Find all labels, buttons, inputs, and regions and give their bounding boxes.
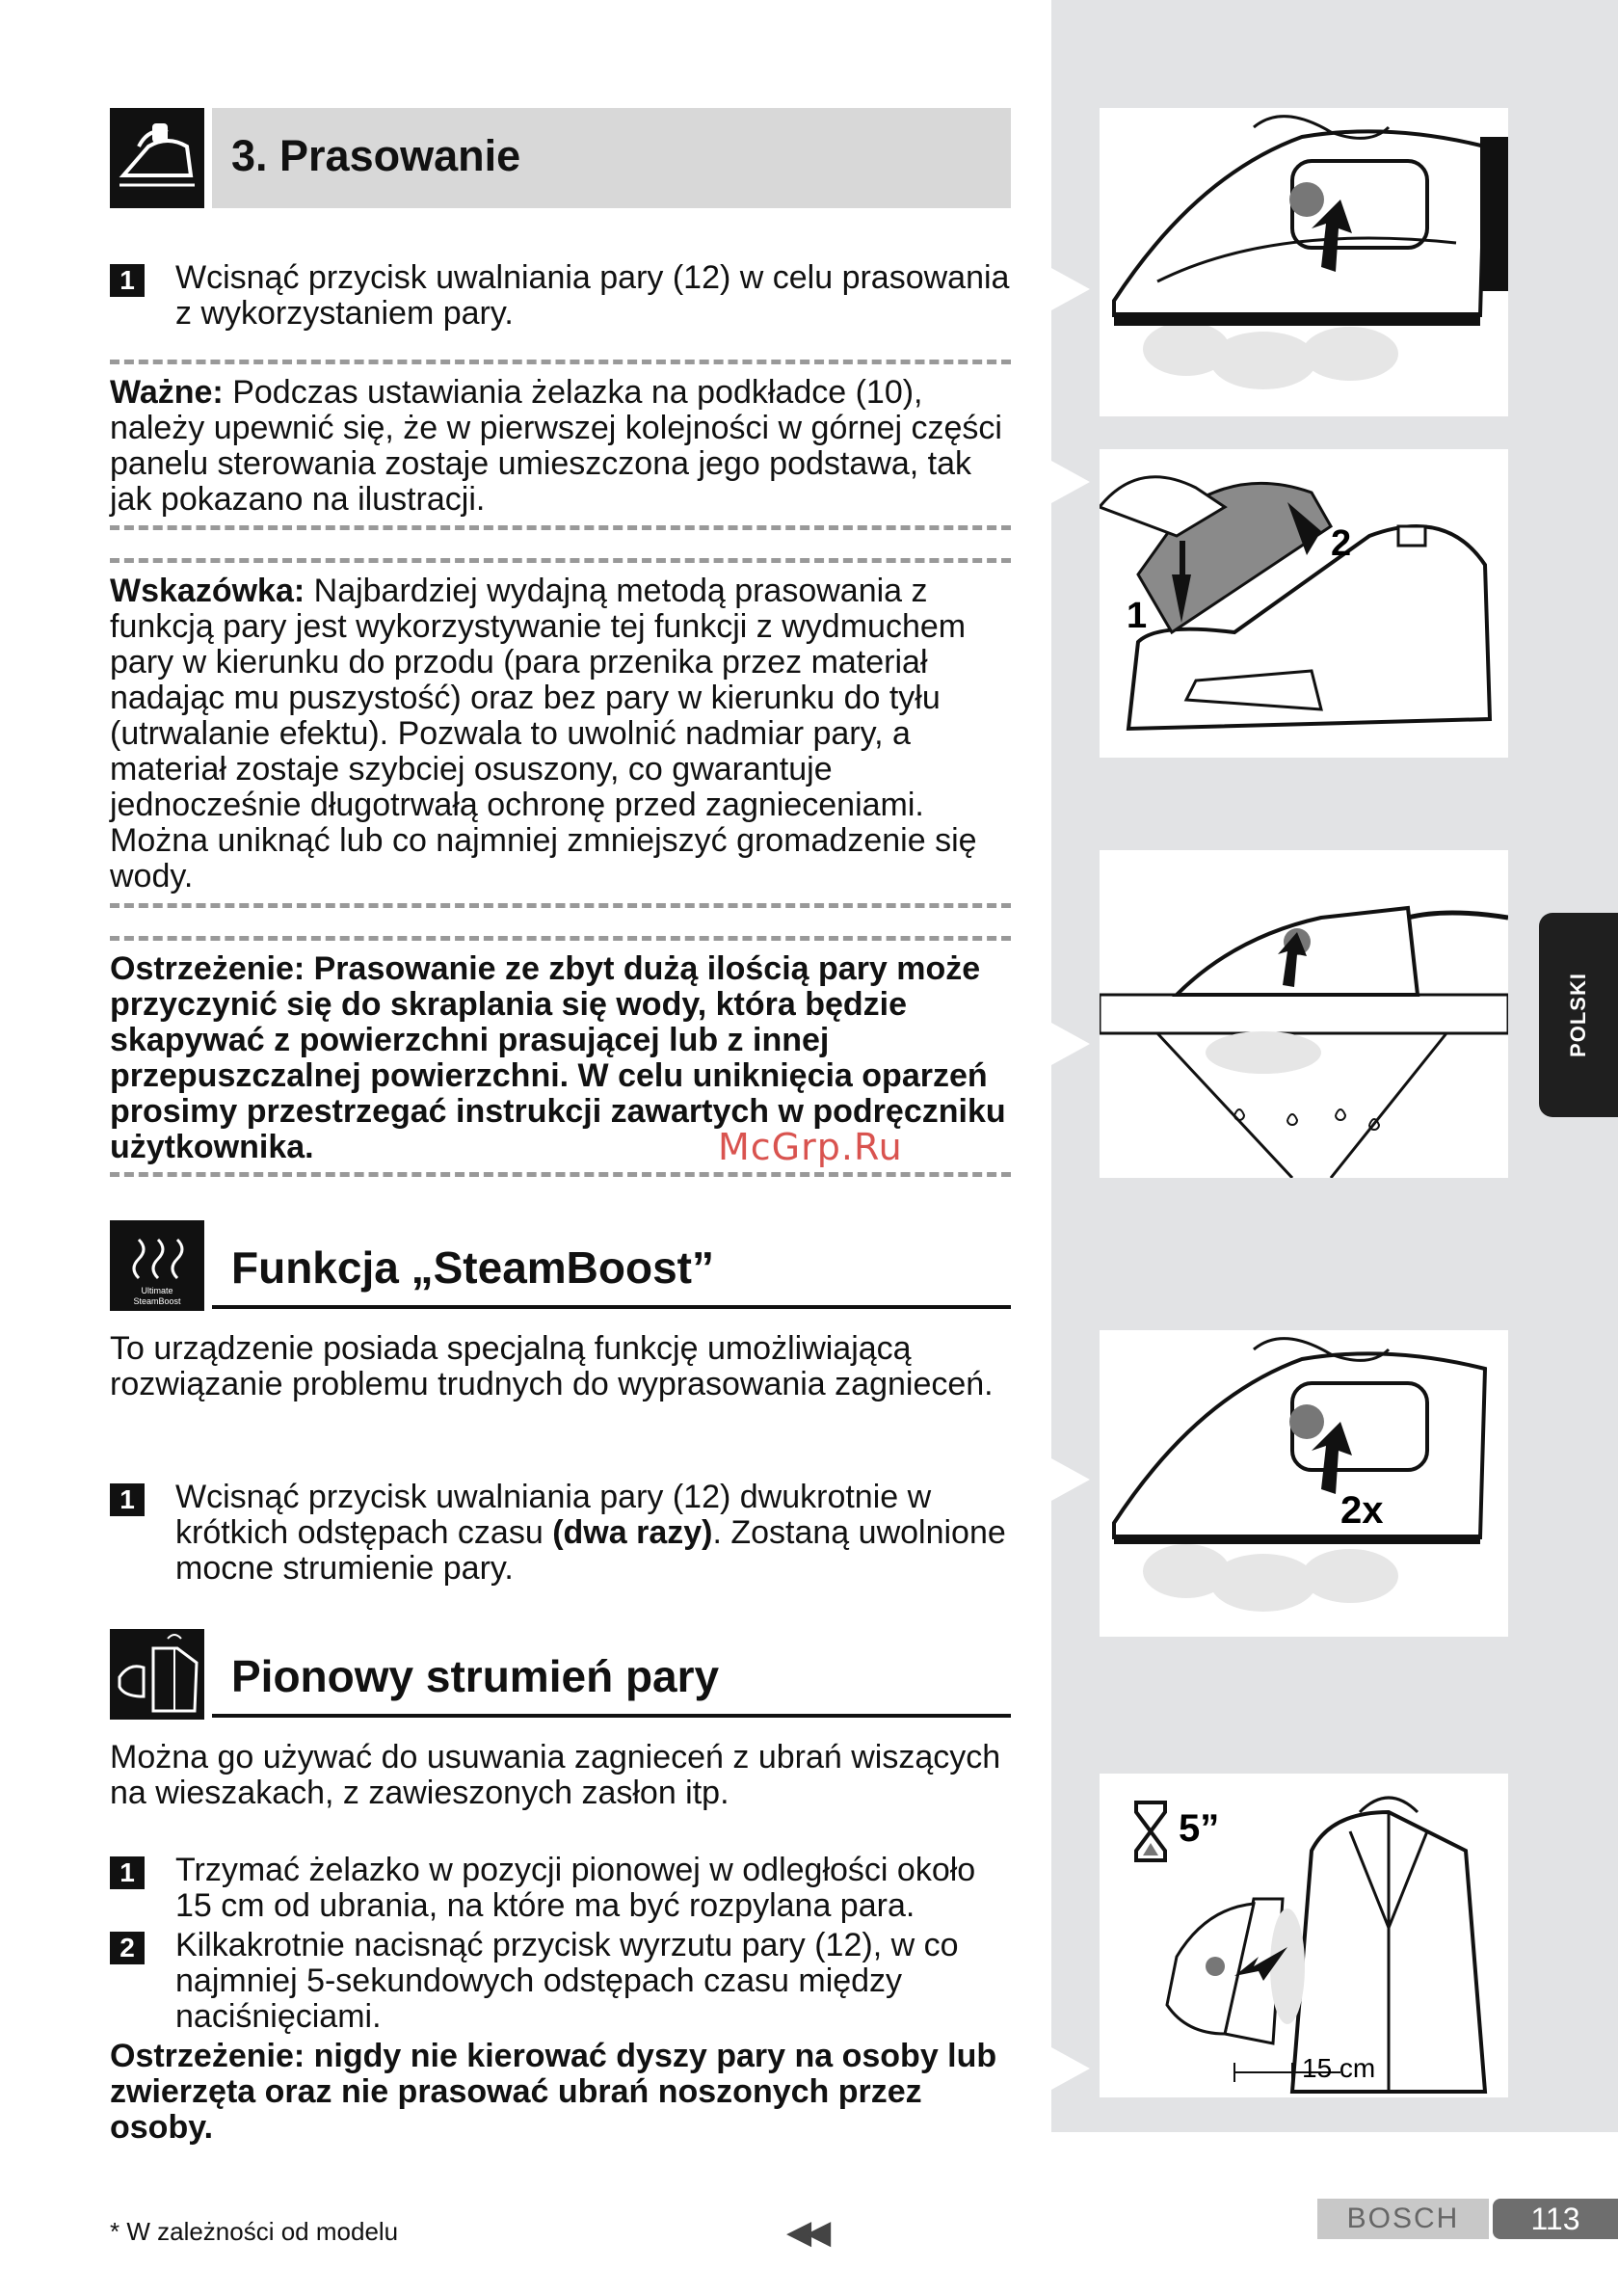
figure-iron-drops — [1100, 850, 1508, 1178]
step-text-c: . Zostaną uwolnione mocne strumienie pary. — [175, 1514, 1006, 1587]
brand-label: BOSCH — [1317, 2199, 1489, 2239]
vertical-steam-icon — [110, 1629, 204, 1720]
ironing-icon — [110, 108, 204, 208]
tip-label: Wskazówka: — [110, 573, 305, 609]
ironing-step-1 — [110, 260, 1011, 332]
dashed-divider — [110, 1172, 1011, 1177]
step-text-emphasis: (dwa razy) — [552, 1514, 713, 1551]
language-tab — [1539, 913, 1618, 1117]
vertical-steam-step-2 — [110, 1928, 1011, 2035]
figure-iron-base — [1100, 449, 1508, 758]
iron-steam-illustration — [1100, 108, 1508, 416]
step-text-a: Wcisnąć przycisk uwalniania pary (12) dwukrotnie w krótkich odstępach czasu — [175, 1479, 932, 1551]
section-title: 3. Prasowanie — [231, 131, 521, 180]
warning-text: Ostrzeżenie: Prasowanie ze zbyt dużą ilością pary może przyczynić się do skraplania się wody, która będzie skapywać z powierzchni prasującej lub z innej przepuszczalnej powierzchni. W celu uniknięcia oparzeń prosimy przestrzegać instrukcji zawartych w podręczniku użytkownika. — [110, 950, 1006, 1165]
section-title: Pionowy strumień pary — [231, 1651, 720, 1701]
steamboost-icon — [110, 1220, 204, 1311]
step-number: 1 — [110, 1856, 145, 1889]
vertical-steam-illustration — [1100, 1774, 1508, 2097]
step-text: Wcisnąć przycisk uwalniania pary (12) w celu prasowania z wykorzystaniem pary. — [175, 259, 1010, 332]
dashed-divider — [110, 525, 1011, 530]
fig2-label-1: 1 — [1127, 596, 1148, 636]
step-number: 2 — [110, 1932, 145, 1964]
dashed-divider — [110, 936, 1011, 941]
figure-vertical-steam — [1100, 1774, 1508, 2097]
footnote: * W zależności od modelu — [110, 2217, 399, 2246]
vertical-steam-step-1 — [110, 1853, 1011, 1924]
fig5-distance-label: 15 cm — [1302, 2053, 1376, 2083]
iron-steamboost-illustration — [1100, 1330, 1508, 1637]
watermark: McGrp.Ru — [718, 1126, 903, 1168]
page-number: 113 — [1493, 2199, 1618, 2239]
step-number: 1 — [110, 1483, 145, 1516]
panel-pointer — [1051, 1458, 1090, 1501]
language-tab-label: POLSKI — [1566, 973, 1590, 1057]
dashed-divider — [110, 360, 1011, 364]
dashed-divider — [110, 558, 1011, 563]
dashed-divider — [110, 903, 1011, 908]
vertical-steam-warning: Ostrzeżenie: nigdy nie kierować dyszy pary na osoby lub zwierzęta oraz nie prasować ubrań noszonych przez osoby. — [110, 2038, 997, 2146]
important-note — [110, 375, 1011, 518]
title-underline — [212, 1305, 1011, 1309]
step-number: 1 — [110, 264, 145, 297]
section-ironing-header — [110, 108, 1011, 208]
step-text: Trzymać żelazko w pozycji pionowej w odległości około 15 cm od ubrania, na które ma być rozpylana para. — [175, 1852, 976, 1924]
section-vertical-steam-header — [110, 1629, 1011, 1720]
fig4-label-2x: 2x — [1340, 1489, 1384, 1532]
tip-note — [110, 574, 1011, 894]
fig2-label-2: 2 — [1331, 523, 1352, 564]
panel-pointer — [1051, 268, 1090, 310]
iron-drops-illustration — [1100, 850, 1508, 1178]
title-underline — [212, 1714, 1011, 1718]
steamboost-icon-label-top: Ultimate — [141, 1286, 173, 1295]
figure-iron-steam — [1100, 108, 1508, 416]
steamboost-intro: To urządzenie posiada specjalną funkcję umożliwiającą rozwiązanie problemu trudnych do wyprasowania zagnieceń. — [110, 1330, 994, 1402]
section-steamboost-header — [110, 1220, 1011, 1311]
section-title: Funkcja „SteamBoost” — [231, 1242, 714, 1293]
panel-pointer — [1051, 1023, 1090, 1065]
panel-pointer — [1051, 461, 1090, 503]
iron-base-illustration — [1100, 449, 1508, 758]
important-label: Ważne: — [110, 374, 224, 411]
back-arrows-icon[interactable]: ◀◀ — [786, 2214, 826, 2251]
steamboost-step-1 — [110, 1480, 1011, 1587]
tip-text: Najbardziej wydajną metodą prasowania z funkcją pary jest wykorzystywanie tej funkcji z wydmuchem pary w kierunku do przodu (para przenika przez materiał nadając mu puszystość) oraz bez pary w kierunku do tyłu (utrwalanie efektu). Pozwala to uwolnić nadmiar pary, a materiał zostaje szybciej osuszony, co gwarantuje jednocześnie długotrwałą ochronę przed zagnieceniami. Można uniknąć lub co najmniej zmniejszyć gromadzenie się wody. — [110, 573, 977, 894]
fig5-time-label: 5” — [1179, 1807, 1220, 1850]
figure-iron-steamboost — [1100, 1330, 1508, 1637]
important-text: Podczas ustawiania żelazka na podkładce (10), należy upewnić się, że w pierwszej kolejności w górnej części panelu sterowania zostaje umieszczona jego podstawa, tak jak pokazano na ilustracji. — [110, 374, 1002, 518]
steamboost-icon-label-bottom: SteamBoost — [133, 1296, 181, 1306]
vertical-steam-intro: Można go używać do usuwania zagnieceń z ubrań wiszących na wieszakach, z zawieszonych zasłon itp. — [110, 1739, 1001, 1811]
step-text: Kilkakrotnie nacisnąć przycisk wyrzutu pary (12), w co najmniej 5-sekundowych odstępach czasu między naciśnięciami. — [175, 1927, 959, 2035]
panel-pointer — [1051, 2047, 1090, 2090]
